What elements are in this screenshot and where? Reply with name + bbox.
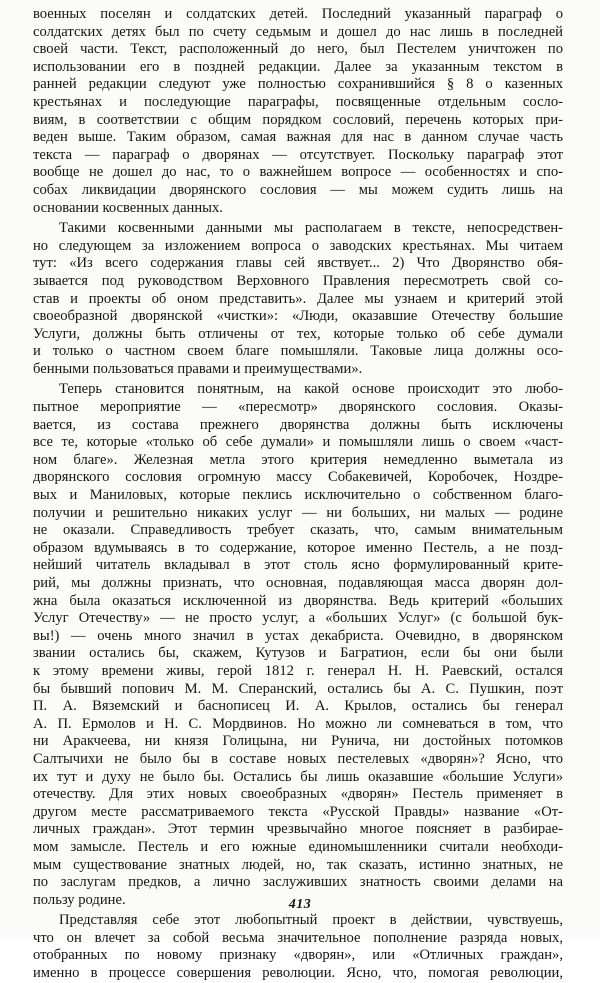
text-line: бенными пользоваться правами и преимуществами».: [33, 360, 363, 377]
text-line: по заслугам предков, а лично заслуживших знатность своими делами на: [33, 874, 563, 891]
text-line: к этому времени живы, герой 1812 г. генерал Н. Н. Раевский, остался: [33, 662, 563, 679]
text-line: не оказали. Справедливость требует сказать, что, самым внимательным: [33, 522, 563, 539]
text-line: зывается под руководством Верховного Правления пересмотреть свой со-: [33, 272, 563, 289]
text-line: личных граждан». Этот термин чрезвычайно многое поясняет в разбирае-: [33, 821, 563, 838]
text-line: А. П. Ермолов и Н. С. Мордвинов. Но можно ли сомневаться в том, что: [33, 715, 563, 732]
text-line: их тут и духу не было бы. Остались бы лишь оказавшие «большие Услуги»: [33, 768, 563, 785]
text-line: мым существование знатных людей, но, так сказать, истинно знатных, не: [33, 856, 563, 873]
text-line: веден выше. Таким образом, самая важная для нас в данном случае часть: [33, 129, 563, 146]
paragraph: [33, 381, 563, 909]
text-line: бы бывший попович М. М. Сперанский, остались бы А. С. Пушкин, поэт: [33, 680, 563, 697]
body-text: [33, 6, 563, 983]
text-line: тут: «Из всего содержания главы сей явствует... 2) Что Дворянство обя-: [33, 255, 563, 272]
text-line: именно в процессе совершения революции. Ясно, что, помогая революции,: [33, 965, 563, 982]
text-line: получии и решительно никаких услуг — ни больших, ни малых — родине: [33, 504, 563, 521]
text-line: ранней редакции следуют уже полностью сохранившийся § 8 о казенных: [33, 76, 563, 93]
text-line: П. А. Вяземский и баснописец И. А. Крылов, остались бы генерал: [33, 698, 563, 715]
text-line: мом замысле. Пестель и его южные единомышленники считали необходи-: [33, 838, 563, 855]
text-line: дворянского сословия огромную массу Собакевичей, Коробочек, Ноздре-: [33, 469, 563, 486]
text-line: нейший читатель вкладывал в этот столь ясно формулированный крите-: [33, 557, 563, 574]
text-line: текста — параграф о дворянах — отсутствует. Поскольку параграф этот: [33, 146, 563, 163]
text-line: Услуг Отечеству» — не просто услуг, а «больших Услуг» (с большой бук-: [33, 610, 563, 627]
text-line: что он влечет за собой весьма значительное пополнение разряда новых,: [33, 929, 563, 946]
text-line: все те, которые «только об себе думали» и помышляли лишь о своем «част-: [33, 434, 563, 451]
text-line: военных поселян и солдатских детей. Последний указанный параграф о: [33, 6, 563, 22]
text-line: ном благе». Железная метла этого критерия немедленно выметала из: [33, 451, 563, 468]
text-line: и только о частном своем благе помышляли. Таковые лица должны осо-: [33, 343, 563, 360]
text-line: солдатских детях был по счету седьмым и дошел до нас лишь в последней: [33, 23, 563, 40]
text-line: Теперь становится понятным, на какой основе происходит это любо-: [59, 381, 563, 398]
text-line: вы!) — очень много значил в устах декабриста. Очевидно, в дворянском: [33, 627, 563, 644]
text-line: крестьянах и последующие параграфы, посвященные отдельным сосло-: [33, 93, 563, 110]
text-line: отобранных по новому признаку «дворян», или «Отличных граждан»,: [33, 947, 563, 964]
text-line: звании остались бы, скажем, Кутузов и Багратион, если бы они были: [33, 645, 563, 662]
text-line: своеобразной дворянской «чистки»: «Люди, оказавшие Отечеству большие: [33, 308, 563, 325]
text-line: Такими косвенными данными мы располагаем в тексте, непосредствен-: [59, 220, 563, 237]
text-line: своей части. Текст, расположенный до него, был Пестелем уничтожен по: [33, 41, 563, 58]
page-number: 413: [288, 897, 312, 912]
paragraph: [33, 6, 563, 217]
text-line: Представляя себе этот любопытный проект в действии, чувствуешь,: [59, 912, 563, 929]
text-line: рий, мы должны признать, что основная, подавляющая масса дворян дол-: [33, 575, 563, 591]
text-line: ни Аракчеева, ни князя Голицына, ни Рунича, ни достойных потомков: [33, 733, 563, 750]
text-line: образом вдумываясь в то содержание, которое именно Пестель, а не позд-: [33, 539, 563, 556]
paragraph: [33, 912, 563, 982]
text-line: пользу родине.: [33, 891, 126, 908]
text-line: собах ликвидации дворянского сословия — мы можем судить лишь на: [33, 181, 563, 198]
text-line: жна была оказаться исключенной из дворянства. Ведь критерий «больших: [33, 592, 563, 609]
text-line: виям, в соответствии с общим порядком сословий, перечень которых при-: [33, 111, 563, 128]
text-line: Услуги, должны быть отличены от тех, которые только об себе думали: [33, 325, 563, 342]
text-line: вых и Маниловых, которые пеклись исключительно о собственном благо-: [33, 487, 563, 504]
paragraph: [33, 220, 563, 378]
text-line: вообще не дошел до нас, то о важнейшем вопросе — особенностях и спо-: [33, 164, 563, 181]
text-line: другом месте рассматриваемого текста «Русской Правды» название «От-: [33, 803, 563, 820]
text-line: но следующем за изложением вопроса о заводских крестьянах. Мы читаем: [33, 237, 563, 254]
text-line: пытное мероприятие — «пересмотр» дворянского сословия. Оказы-: [33, 399, 563, 416]
text-line: отечеству. Для этих новых своеобразных «дворян» Пестель применяет в: [33, 786, 563, 803]
text-line: став и проекты об оном представить». Далее мы узнаем и критерий этой: [33, 290, 563, 307]
text-line: использовании его в поздней редакции. Далее за указанным текстом в: [33, 58, 563, 75]
text-line: Салтычихи не было бы в составе новых пестелевых «дворян»? Ясно, что: [33, 750, 563, 767]
text-line: вается, из состава прежнего дворянства должны быть исключены: [33, 416, 563, 433]
text-line: основании косвенных данных.: [33, 199, 223, 216]
